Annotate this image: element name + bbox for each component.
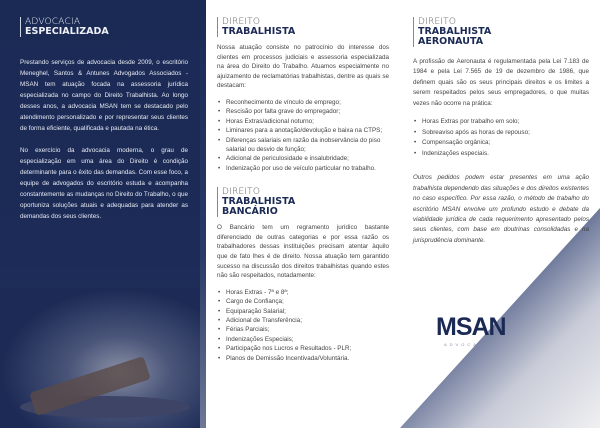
bancario-list — [217, 288, 389, 363]
trabalhista-intro: Nossa atuação consiste no patrocínio do interesse dos clientes em processos judiciais e assessoria especializada na área do Direito do Trabalho. Atuamos especialmente no ajuizamento de reclamatórias trabalhistas, dentre as quais se destacam: — [217, 44, 389, 90]
trabalhista-list — [217, 98, 389, 173]
heading-bold: TRABALHISTA — [418, 26, 492, 37]
heading-light: DIREITO — [222, 187, 261, 198]
left-panel — [0, 0, 200, 428]
list-item: • Rescisão por falta grave do empregador; — [217, 107, 389, 116]
list-item: • Horas Extras - 7ª e 8ª; — [217, 288, 389, 297]
list-item: • Horas Extras por trabalho em solo; — [413, 117, 589, 128]
heading-bold: TRABALHISTA — [222, 196, 296, 208]
heading-bold: BANCÁRIO — [222, 206, 278, 218]
bancario-heading — [217, 187, 389, 217]
list-item: • Sobreaviso após as horas de repouso; — [413, 128, 589, 139]
list-item: • Reconhecimento de vínculo de emprego; — [217, 98, 389, 107]
list-item: • Adicional de periculosidade e insalubridade; — [217, 154, 389, 163]
intro-paragraph: Prestando serviços de advocacia desde 2009, o escritório Meneghel, Santos & Antunes Advogados Associados - MSAN tem atuação focada na assessoria jurídica especializada no campo do Direito Trabalhista. Ao longo desses anos, a advocacia MSAN tem se destacado pelo atendimento personalizado e por representar seus clientes de forma eficiente, qualificada e pautada na ética. — [20, 59, 188, 132]
heading-light: DIREITO — [222, 17, 261, 27]
heading-bold: TRABALHISTA — [222, 26, 296, 37]
list-item: • Compensação orgânica; — [413, 138, 589, 149]
list-item: • Férias Parciais; — [217, 325, 389, 334]
list-item: • Indenizações especiais. — [413, 149, 589, 160]
logo-tagline: ADVOCACIA — [444, 342, 495, 347]
right-panel — [400, 0, 600, 428]
section-heading — [20, 17, 188, 37]
list-item: • Horas Extras/adicional noturno; — [217, 117, 389, 126]
list-item: • Equiparação Salarial; — [217, 307, 389, 316]
list-item: • Diferenças salariais em razão da inobservância do piso salarial ou desvio de função; — [217, 136, 389, 155]
heading-bold: ESPECIALIZADA — [25, 26, 109, 37]
closing-paragraph: Outros pedidos podem estar presentes em uma ação trabalhista dependendo das situações e dos direitos existentes no caso específico. Por essa razão, o método de trabalho do escritório MSAN envolve um profundo estudo e debate da viabilidade jurídica de cada requerimento apresentado pelos seus clientes, com base em doutrinas consolidadas e na jurisprudência dominante. — [413, 174, 589, 244]
aeronauta-intro: A profissão de Aeronauta é regulamentada pela Lei 7.183 de 1984 e pela Lei 7.565 de 19 de dezembro de 1986, que definem quais são os seus principais direitos e os limites a serem respeitados pelos seus empregadores, o que muitas vezes não ocorre na prática: — [413, 58, 589, 107]
list-item: • Indenizações Especiais; — [217, 335, 389, 344]
trabalhista-heading — [217, 17, 389, 37]
fold-strip — [200, 0, 206, 428]
aeronauta-heading — [413, 17, 589, 47]
list-item: • Liminares para a anotação/devolução e baixa na CTPS; — [217, 126, 389, 135]
msan-logo: MSAN — [436, 313, 506, 341]
heading-light: DIREITO — [418, 17, 457, 27]
list-item: • Adicional de Transferência; — [217, 316, 389, 325]
list-item: • Indenização por uso de veículo particular no trabalho. — [217, 164, 389, 173]
list-item: • Participação nos Lucros e Resultados - PLR; — [217, 344, 389, 353]
aeronauta-list — [413, 117, 589, 159]
heading-bold: AERONAUTA — [418, 36, 484, 47]
second-paragraph: No exercício da advocacia moderna, o grau de especialização em uma área do Direito é condição determinante para o êxito das demandas. Com esse foco, a equipe de advogados do escritório estuda e acompanha constantemente as mudanças no Direito do Trabalho, o que oportuniza soluções atuais e adequadas para atender as demandas dos seus clientes. — [20, 147, 188, 220]
middle-panel — [200, 0, 400, 428]
heading-light: ADVOCACIA — [25, 17, 81, 27]
list-item: • Cargo de Confiança; — [217, 297, 389, 306]
list-item: • Planos de Demissão Incentivada/Voluntária. — [217, 354, 389, 363]
gavel-image — [0, 288, 200, 428]
bancario-intro: O Bancário tem um regramento jurídico bastante diferenciado de outras categorias e por essa razão os trabalhadores dessas instituições precisam atentar àquilo que de fato lhes é de direito. Nossa atuação tem garantido sucesso na discussão dos direitos trabalhistas quando estes não são respeitados, notadamente: — [217, 224, 389, 280]
